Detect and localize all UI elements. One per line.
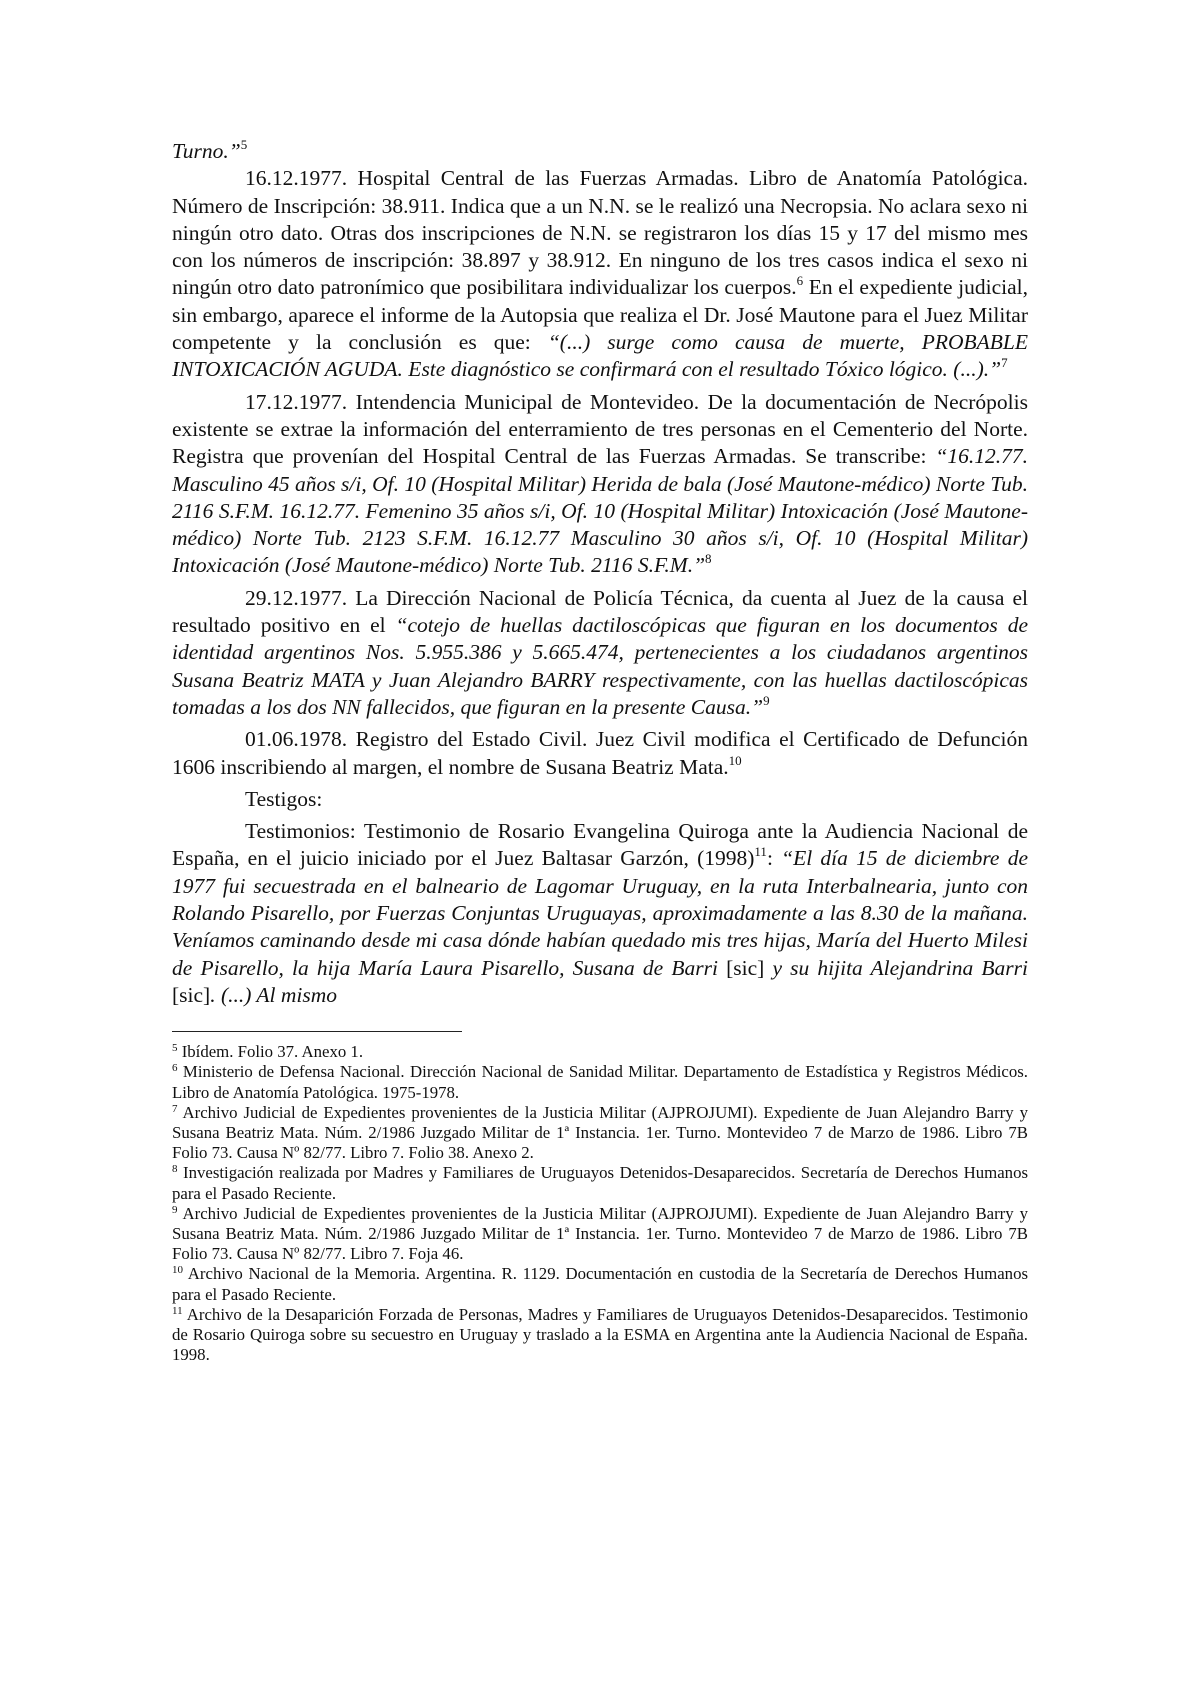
footnote-text: Ministerio de Defensa Nacional. Dirección Nacional de Sanidad Militar. Departamento de Estadística y Registros Médicos. Libro de Anatomía Patológica. 1975-1978. (172, 1062, 1028, 1102)
footnote-ref[interactable]: 11 (754, 844, 767, 860)
body-text: : (766, 846, 782, 871)
body-text: 16.12.1977. Hospital Central de las Fuerzas Armadas. Libro de Anatomía Patológica. Número de Inscripción: 38.911. Indica que a un N.N. se le realizó una Necropsia. No aclara sexo ni ningún otro dato. Otras dos inscripciones de N.N. se registraron los días 15 y 17 del mismo mes con los números de inscripción: 38.897 y 38.912. En ninguno de los tres casos indica el sexo ni ningún otro dato patronímico que posibilitara individualizar los cuerpos. (172, 166, 1028, 300)
paragraph-hospital-central (172, 165, 1028, 383)
footnote-number: 10 (172, 1264, 183, 1277)
body-text: 01.06.1978. Registro del Estado Civil. Juez Civil modifica el Certificado de Defunción 1606 inscribiendo al margen, el nombre de Susana Beatriz Mata. (172, 727, 1028, 779)
footnote-text: Ibídem. Folio 37. Anexo 1. (177, 1042, 364, 1062)
footnote (172, 1103, 1028, 1164)
footnote-number: 8 (172, 1163, 178, 1176)
quote-text: “El día 15 de diciembre de 1977 fui secuestrada en el balneario de Lagomar Uruguay, en la ruta Interbalnearia, junto con Rolando Pisarello, por Fuerzas Conjuntas Uruguayas, aproximadamente a las 8.30 de la mañana. Veníamos caminando desde mi casa dónde habían quedado mis tres hijas, María del Huerto Milesi de Pisarello, la hija María Laura Pisarello, Susana de Barri (172, 846, 1028, 980)
footnote-ref[interactable]: 7 (1001, 355, 1008, 371)
footnote (172, 1204, 1028, 1265)
quote-text: y su hijita Alejandrina Barri (764, 955, 1029, 980)
quote-text: . (...) Al mismo (210, 982, 338, 1007)
paragraph-registro-civil (172, 726, 1028, 781)
paragraph-intendencia (172, 389, 1028, 580)
footnote-separator (172, 1031, 462, 1032)
footnote-number: 7 (172, 1102, 178, 1115)
paragraph-testigos (172, 786, 1028, 813)
sic-mark: [sic] (172, 982, 211, 1007)
quote-text: Turno.” (172, 139, 241, 163)
paragraph-testimonios (172, 818, 1028, 1009)
quote-text: “(...) surge como causa de muerte, PROBABLE INTOXICACIÓN AGUDA. Este diagnóstico se confirmará con el resultado Tóxico lógico. (...).” (172, 330, 1029, 382)
footnote (172, 1042, 1028, 1062)
footnote-text: Investigación realizada por Madres y Familiares de Uruguayos Detenidos-Desaparecidos. Secretaría de Derechos Humanos para el Pasado Reciente. (172, 1163, 1028, 1203)
footnote (172, 1305, 1028, 1366)
footnote-text: Archivo Judicial de Expedientes provenientes de la Justicia Militar (AJPROJUMI). Expediente de Juan Alejandro Barry y Susana Beatriz Mata. Núm. 2/1986 Juzgado Militar de 1ª Instancia. 1er. Turno. Montevideo 7 de Marzo de 1986. Libro 7B Folio 73. Causa Nº 82/77. Libro 7. Folio 38. Anexo 2. (172, 1102, 1028, 1163)
footnote (172, 1163, 1028, 1203)
document-page (172, 138, 1028, 1365)
paragraph-turno (172, 138, 1028, 165)
footnote-number: 9 (172, 1203, 178, 1216)
footnote-ref[interactable]: 10 (728, 752, 742, 768)
body-text: En el expediente judicial, sin embargo, aparece el informe de la Autopsia que realiza el Dr. José Mautone para el Juez Militar competente y la conclusión es que: (172, 275, 1028, 355)
paragraph-policia-tecnica (172, 585, 1028, 721)
footnote-number: 11 (172, 1304, 183, 1317)
footnote-ref[interactable]: 9 (763, 692, 770, 708)
quote-text: “16.12.77. Masculino 45 años s/i, Of. 10 (Hospital Militar) Herida de bala (José Mautone-médico) Norte Tub. 2116 S.F.M. 16.12.77. Femenino 35 años s/i, Of. 10 (Hospital Militar) Intoxicación (José Mautone-médico) Norte Tub. 2123 S.F.M. 16.12.77 Masculino 30 años s/i, Of. 10 (Hospital Militar) Intoxicación (José Mautone-médico) Norte Tub. 2116 S.F.M.” (172, 444, 1028, 578)
footnote-text: Archivo Judicial de Expedientes provenientes de la Justicia Militar (AJPROJUMI). Expediente de Juan Alejandro Barry y Susana Beatriz Mata. Núm. 2/1986 Juzgado Militar de 1ª Instancia. 1er. Turno. Montevideo 7 de Marzo de 1986. Libro 7B Folio 73. Causa Nº 82/77. Libro 7. Foja 46. (172, 1203, 1028, 1264)
sic-mark: [sic] (726, 955, 765, 980)
footnote-ref[interactable]: 5 (240, 137, 248, 152)
footnote (172, 1062, 1028, 1102)
body-text: 29.12.1977. La Dirección Nacional de Policía Técnica, da cuenta al Juez de la causa el resultado positivo en el (172, 585, 1028, 638)
footnote (172, 1264, 1028, 1304)
footnote-number: 5 (172, 1042, 178, 1055)
footnote-text: Archivo de la Desaparición Forzada de Personas, Madres y Familiares de Uruguayos Detenidos-Desaparecidos. Testimonio de Rosario Quiroga sobre su secuestro en Uruguay y traslado a la ESMA en Argentina ante la Audiencia Nacional de España. 1998. (172, 1304, 1028, 1365)
footnote-text: Archivo Nacional de la Memoria. Argentina. R. 1129. Documentación en custodia de la Secretaría de Derechos Humanos para el Pasado Reciente. (172, 1264, 1028, 1304)
body-text: 17.12.1977. Intendencia Municipal de Montevideo. De la documentación de Necrópolis existente se extrae la información del enterramiento de tres personas en el Cementerio del Norte. Registra que provenían del Hospital Central de las Fuerzas Armadas. Se transcribe: (172, 389, 1028, 469)
footnote-ref[interactable]: 8 (705, 551, 712, 567)
body-text: Testigos: (245, 786, 323, 811)
footnotes (172, 1042, 1028, 1365)
footnote-number: 6 (172, 1062, 178, 1075)
quote-text: “cotejo de huellas dactiloscópicas que figuran en los documentos de identidad argentinos Nos. 5.955.386 y 5.665.474, pertenecientes a los ciudadanos argentinos Susana Beatriz MATA y Juan Alejandro BARRY respectivamente, con las huellas dactiloscópicas tomadas a los dos NN fallecidos, que figuran en la presente Causa.” (172, 613, 1028, 719)
body-text: Testimonios: Testimonio de Rosario Evangelina Quiroga ante la Audiencia Nacional de España, en el juicio iniciado por el Juez Baltasar Garzón, (1998) (172, 819, 1028, 871)
footnote-ref[interactable]: 6 (796, 273, 804, 289)
